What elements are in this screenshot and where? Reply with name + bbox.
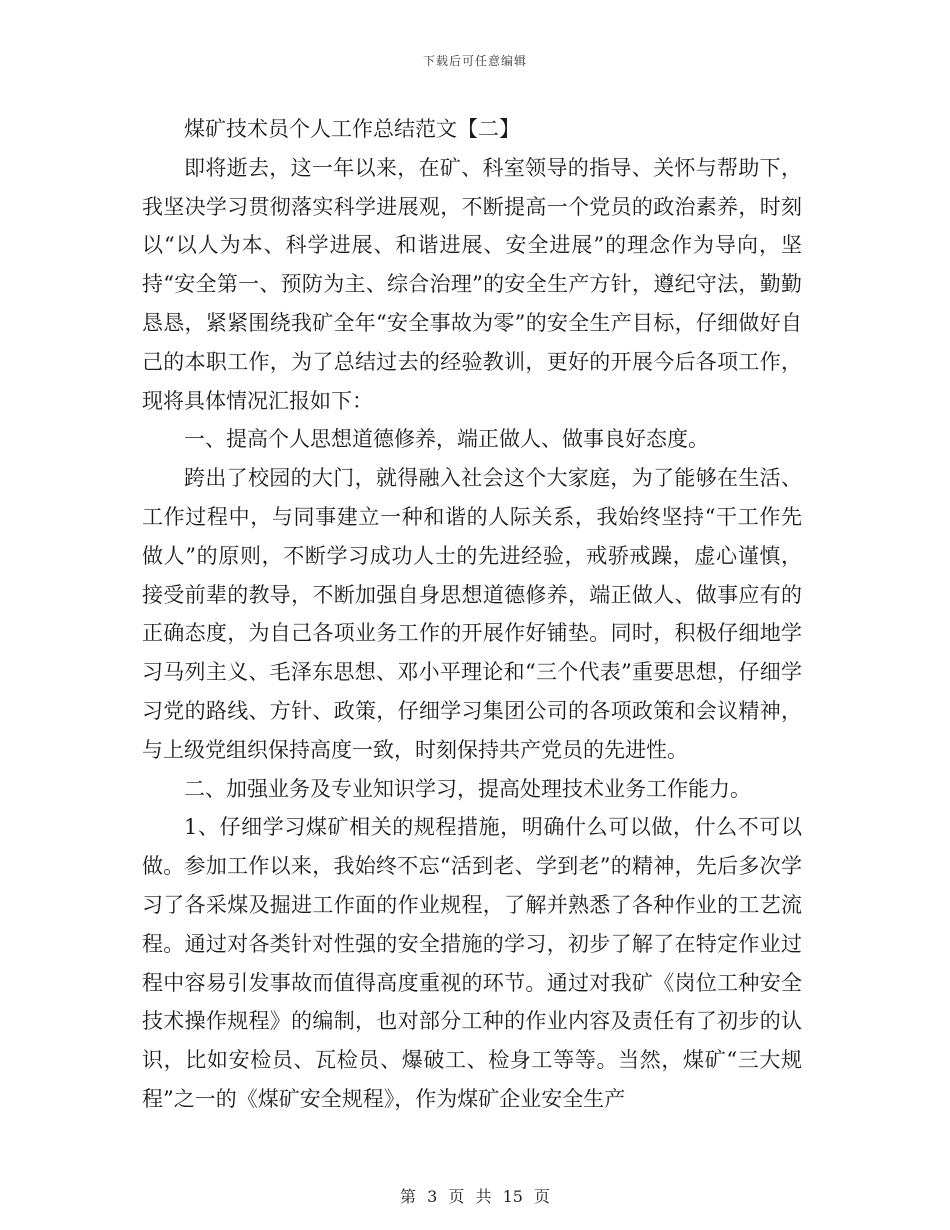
footer-suffix: 页 [534, 1187, 551, 1206]
paragraph-section-2-item-1: 1、仔细学习煤矿相关的规程措施，明确什么可以做，什么不可以做。参加工作以来，我始终不忘“活到老、学到老”的精神，先后多次学习了各采煤及掘进工作面的作业规程，了解并熟悉了各种作业的工艺流程。通过对各类针对性强的安全措施的学习，初步了解了在特定作业过程中容易引发事故而值得高度重视的环节。通过对我矿《岗位工种安全技术操作规程》的编制，也对部分工种的作业内容及责任有了初步的认识，比如安检员、瓦检员、爆破工、检身工等等。当然，煤矿“三大规程”之一的《煤矿安全规程》，作为煤矿企业安全生产 [142, 815, 802, 1111]
footer-prefix: 第 [399, 1187, 416, 1206]
footer-total-word: 共 [475, 1187, 492, 1206]
section-heading-1: 一、提高个人思想道德修养，端正做人、做事良好态度。 [184, 427, 709, 452]
total-pages-number: 15 [502, 1187, 523, 1206]
document-title: 煤矿技术员个人工作总结范文【二】 [184, 117, 520, 141]
paragraph-intro: 即将逝去，这一年以来，在矿、科室领导的指导、关怀与帮助下，我坚决学习贯彻落实科学进展观，不断提高一个党员的政治素养，时刻以“以人为本、科学进展、和谐进展、安全进展”的理念作为导向，坚持“安全第一、预防为主、综合治理”的安全生产方针，遵纪守法，勤勤恳恳，紧紧围绕我矿全年“安全事故为零”的安全生产目标，仔细做好自己的本职工作，为了总结过去的经验教训，更好的开展今后各项工作，现将具体情况汇报如下： [142, 155, 802, 413]
footer-page-word: 页 [448, 1187, 465, 1206]
page-header: 下载后可任意编辑 [422, 54, 527, 68]
paragraph-section-1: 跨出了校园的大门，就得融入社会这个大家庭，为了能够在生活、工作过程中，与同事建立一种和谐的人际关系，我始终坚持“干工作先做人”的原则，不断学习成功人士的先进经验，戒骄戒躁，虚心谨慎，接受前辈的教导，不断加强自身思想道德修养，端正做人、做事应有的正确态度，为自己各项业务工作的开展作好铺垫。同时，积极仔细地学习马列主义、毛泽东思想、邓小平理论和“三个代表”重要思想，仔细学习党的路线、方针、政策，仔细学习集团公司的各项政策和会议精神，与上级党组织保持高度一致，时刻保持共产党员的先进性。 [142, 466, 802, 762]
page-footer [0, 1184, 950, 1207]
current-page-number: 3 [427, 1187, 438, 1206]
section-heading-2: 二、加强业务及专业知识学习，提高处理技术业务工作能力。 [184, 776, 751, 801]
document-body [142, 110, 802, 1119]
